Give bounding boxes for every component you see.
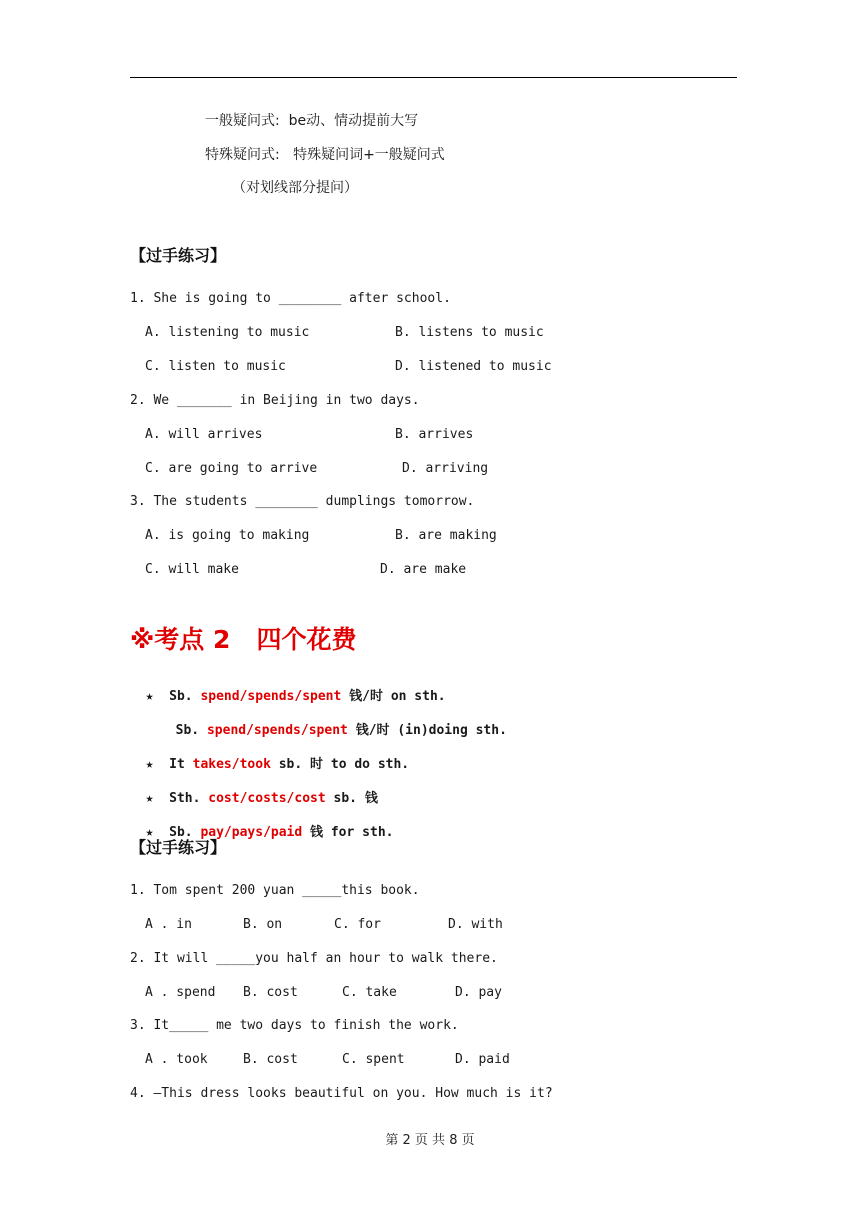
option-3c: C. will make [145,562,239,577]
star-icon: ★ [145,791,154,806]
option-2c: C. are going to arrive [145,461,318,476]
option-6a: A . took [145,1052,208,1067]
option-1b: B. listens to music [395,325,544,340]
question-1: 1. She is going to ________ after school. [130,291,451,306]
option-4b: B. on [243,917,283,932]
star-icon: ★ [145,825,154,840]
option-6b: B. cost [243,1052,298,1067]
option-5d: D. pay [455,985,502,1000]
section-title: ※考点 2 四个花费 [130,625,357,654]
question-7: 4. —This dress looks beautiful on you. How much is it? [130,1086,553,1101]
practice-heading-1: 【过手练习】 [130,246,227,265]
option-2b: B. arrives [395,427,474,442]
rule-spend-doing: Sb. spend/spends/spent 钱/时 (in)doing sth. [175,723,507,738]
option-6d: D. paid [455,1052,510,1067]
option-6c: C. spent [342,1052,405,1067]
underline-note: （对划线部分提问） [232,180,358,196]
option-2a: A. will arrives [145,427,263,442]
star-icon: ★ [145,757,154,772]
option-5c: C. take [342,985,397,1000]
option-4d: D. with [448,917,503,932]
rule-pay: ★ Sb. pay/pays/paid 钱 for sth. [145,825,394,840]
star-icon: ★ [145,689,154,704]
option-1c: C. listen to music [145,359,286,374]
general-question-rule: 一般疑问式: be动、情动提前大写 [205,113,419,129]
question-5: 2. It will _____you half an hour to walk there. [130,951,498,966]
special-question-rule: 特殊疑问式: 特殊疑问词+一般疑问式 [205,147,445,163]
option-5a: A . spend [145,985,216,1000]
verb-forms: spend/spends/spent [206,723,348,738]
rule-spend-on: ★ Sb. spend/spends/spent 钱/时 on sth. [145,689,446,704]
question-4: 1. Tom spent 200 yuan _____this book. [130,883,420,898]
option-4c: C. for [334,917,381,932]
practice-heading-2: 【过手练习】 [130,838,227,857]
header-rule [130,77,737,78]
option-3d: D. are make [380,562,467,577]
option-5b: B. cost [243,985,298,1000]
rule-cost: ★ Sth. cost/costs/cost sb. 钱 [145,791,378,806]
option-2d: D. arriving [402,461,489,476]
verb-forms: takes/took [192,757,271,772]
option-3b: B. are making [395,528,497,543]
question-2: 2. We _______ in Beijing in two days. [130,393,420,408]
option-1d: D. listened to music [395,359,552,374]
question-3: 3. The students ________ dumplings tomorrow. [130,494,475,509]
option-3a: A. is going to making [145,528,310,543]
option-4a: A . in [145,917,192,932]
verb-forms: pay/pays/paid [200,825,303,840]
question-6: 3. It_____ me two days to finish the work. [130,1018,459,1033]
rule-take: ★ It takes/took sb. 时 to do sth. [145,757,410,772]
verb-forms: cost/costs/cost [208,791,326,806]
option-1a: A. listening to music [145,325,310,340]
verb-forms: spend/spends/spent [200,689,342,704]
page-footer: 第 2 页 共 8 页 [385,1133,475,1148]
